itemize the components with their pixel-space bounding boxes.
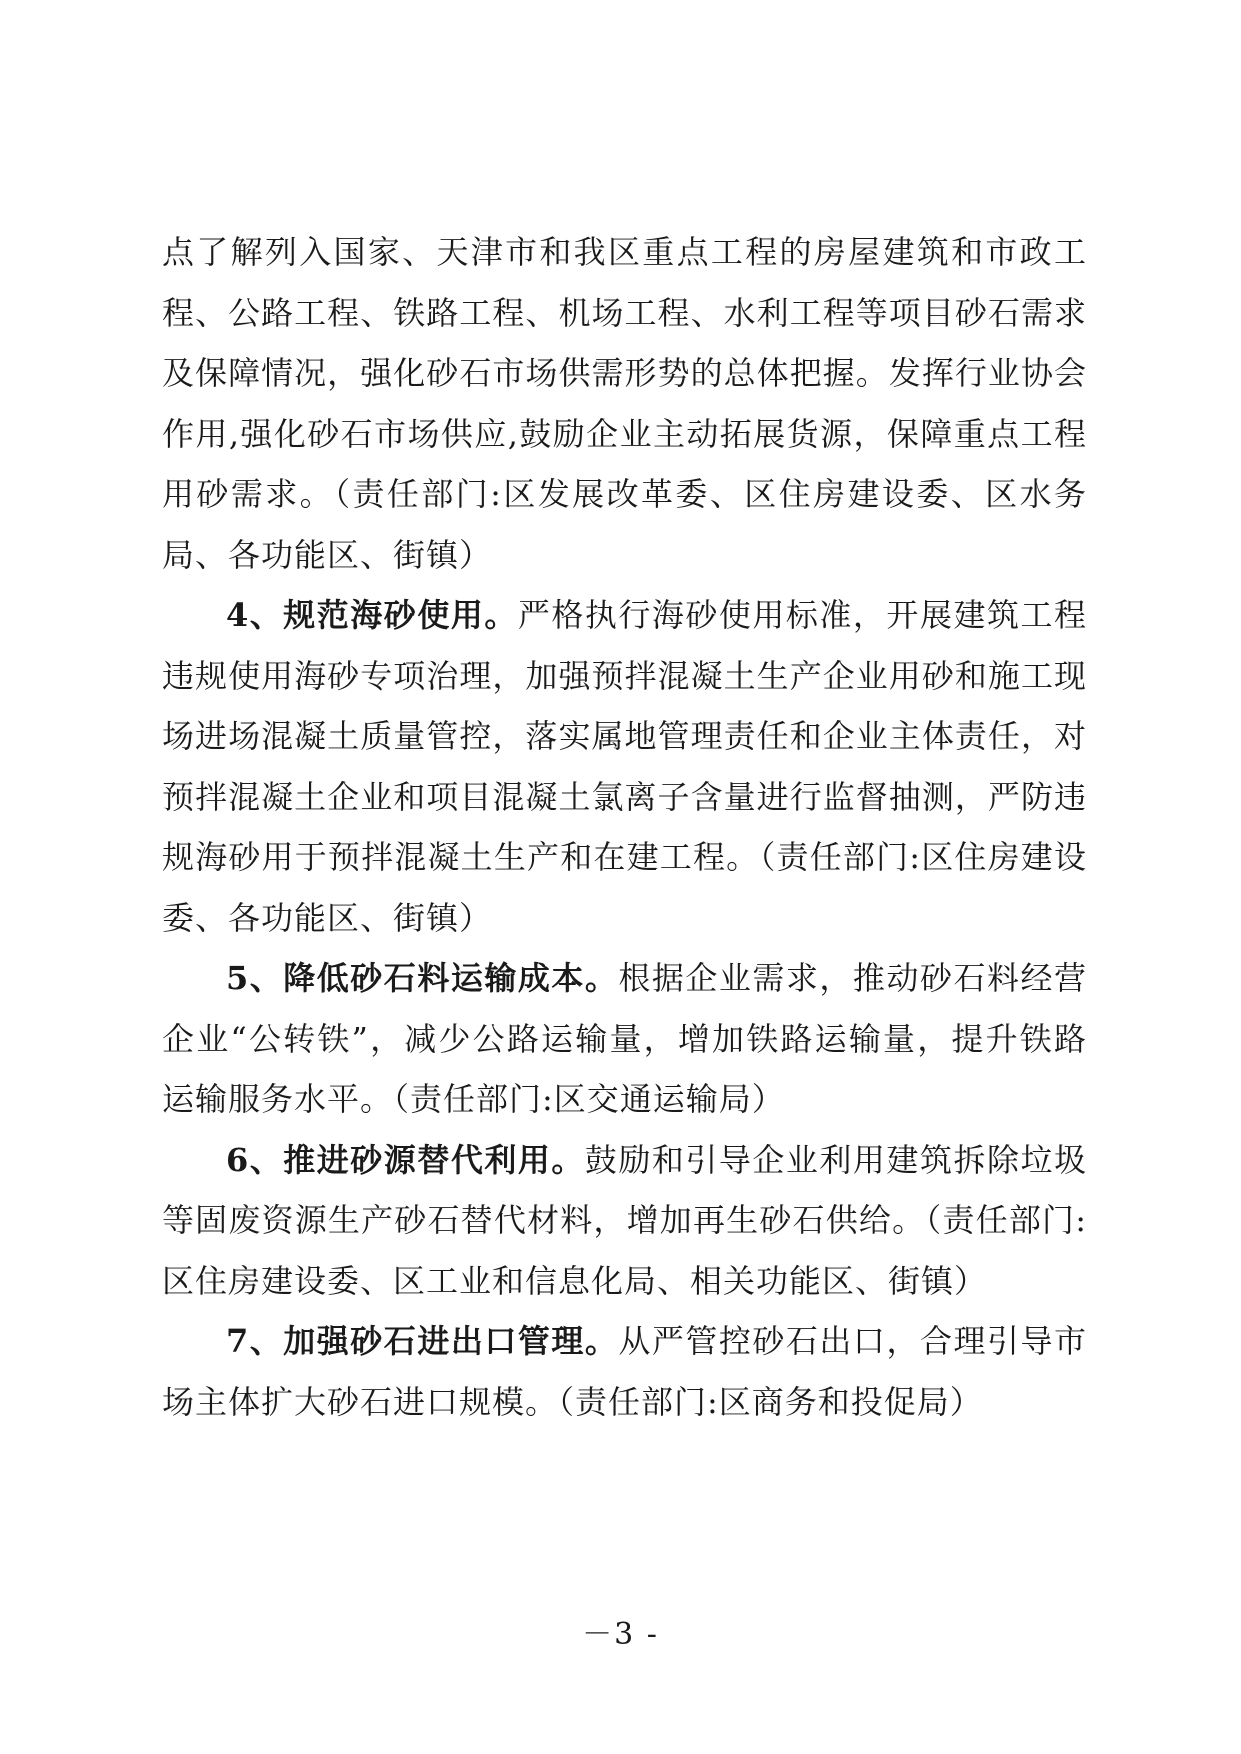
item-paragraph-6	[162, 1130, 1087, 1312]
item-body-5: 根据企业需求，推动砂石料经营企业“公转铁”，减少公路运输量，增加铁路运输量，提升铁路运输服务水平。（责任部门:区交通运输局）	[162, 959, 1087, 1118]
item-paragraph-4	[162, 585, 1087, 948]
item-body-6: 鼓励和引导企业利用建筑拆除垃圾等固废资源生产砂石替代材料，增加再生砂石供给。（责任部门:区住房建设委、区工业和信息化局、相关功能区、街镇）	[162, 1140, 1087, 1300]
item-body-7: 从严管控砂石出口，合理引导市场主体扩大砂石进口规模。（责任部门:区商务和投促局）	[162, 1322, 1087, 1421]
item-paragraph-5	[162, 948, 1087, 1130]
continuation-paragraph: 点了解列入国家、天津市和我区重点工程的房屋建筑和市政工程、公路工程、铁路工程、机场工程、水利工程等项目砂石需求及保障情况，强化砂石市场供需形势的总体把握。发挥行业协会作用,强化砂石市场供应,鼓励企业主动拓展货源，保障重点工程用砂需求。（责任部门:区发展改革委、区住房建设委、区水务局、各功能区、街镇）	[162, 233, 1087, 574]
document-body	[162, 222, 1087, 1432]
page-number: －3 -	[582, 1617, 659, 1652]
item-title-6: 6、推进砂源替代利用。	[226, 1140, 585, 1179]
item-title-7: 7、加强砂石进出口管理。	[226, 1322, 619, 1360]
item-paragraph-7	[162, 1311, 1087, 1432]
item-title-5: 5、降低砂石料运输成本。	[226, 959, 619, 997]
item-title-4: 4、规范海砂使用。	[226, 596, 518, 634]
item-body-4: 严格执行海砂使用标准，开展建筑工程违规使用海砂专项治理，加强预拌混凝土生产企业用砂和施工现场进场混凝土质量管控，落实属地管理责任和企业主体责任，对预拌混凝土企业和项目混凝土氯离子含量进行监督抽测，严防违规海砂用于预拌混凝土生产和在建工程。（责任部门:区住房建设委、各功能区、街镇）	[162, 596, 1087, 937]
